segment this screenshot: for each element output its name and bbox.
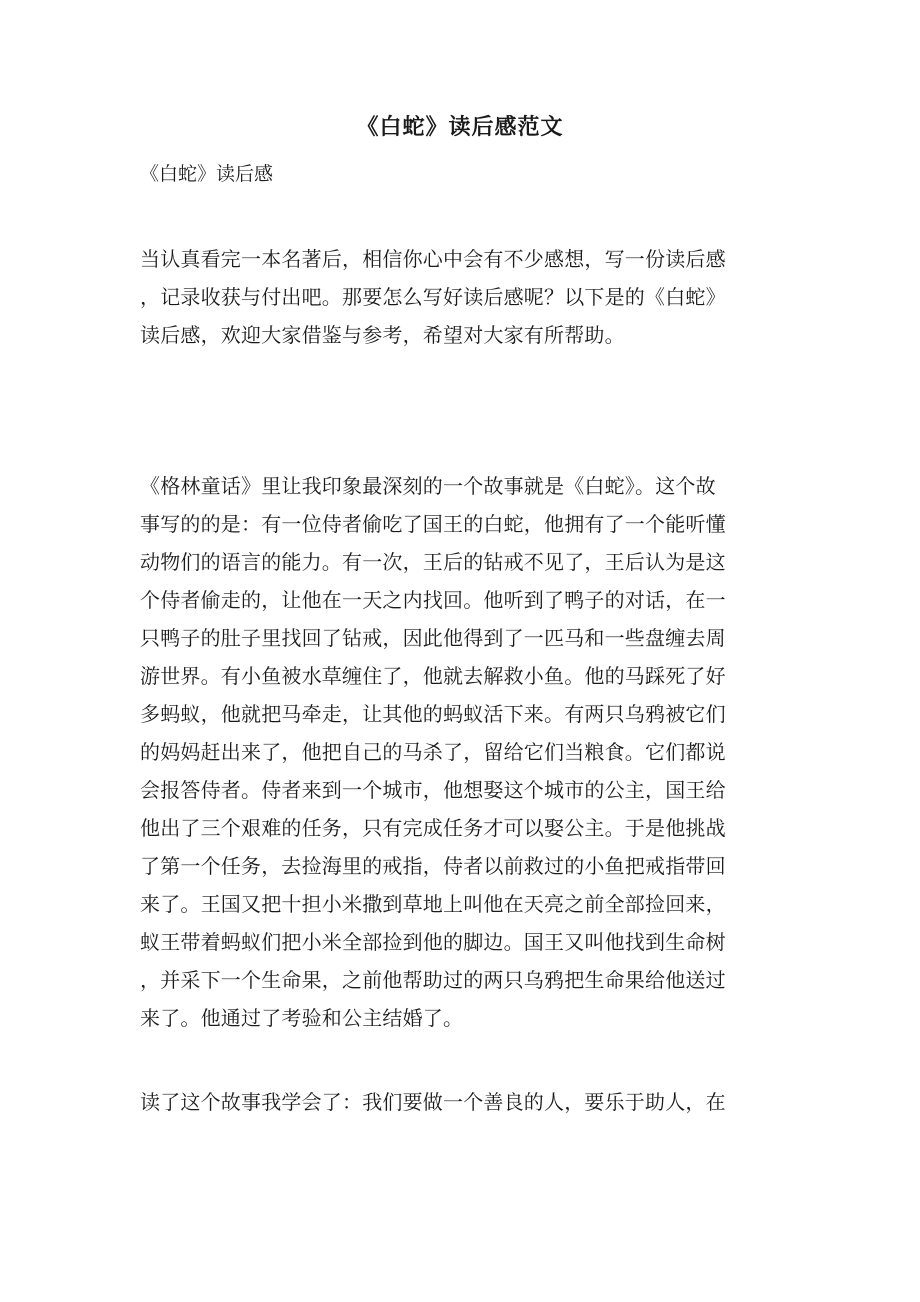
text-line: 读后感，欢迎大家借鉴与参考，希望对大家有所帮助。 bbox=[140, 323, 625, 347]
text-line: 蚁王带着蚂蚁们把小米全部捡到他的脚边。国王又叫他找到生命树 bbox=[140, 930, 726, 954]
text-line: 事写的的是：有一位侍者偷吃了国王的白蛇，他拥有了一个能听懂 bbox=[140, 512, 726, 536]
text-line: 读了这个故事我学会了：我们要做一个善良的人，要乐于助人，在 bbox=[140, 1090, 726, 1114]
text-line: 多蚂蚁，他就把马牵走，让其他的蚂蚁活下来。有两只乌鸦被它们 bbox=[140, 702, 726, 726]
text-line: 了第一个任务，去捡海里的戒指，侍者以前救过的小鱼把戒指带回 bbox=[140, 854, 726, 878]
text-line: 当认真看完一本名著后，相信你心中会有不少感想，写一份读后感 bbox=[140, 247, 726, 271]
text-line: 的妈妈赶出来了，他把自己的马杀了，留给它们当粮食。它们都说 bbox=[140, 740, 726, 764]
intro-paragraph bbox=[140, 240, 780, 354]
text-line: 个侍者偷走的，让他在一天之内找回。他听到了鸭子的对话，在一 bbox=[140, 588, 726, 612]
text-line: 他出了三个艰难的任务，只有完成任务才可以娶公主。于是他挑战 bbox=[140, 816, 726, 840]
text-line: 会报答侍者。侍者来到一个城市，他想娶这个城市的公主，国王给 bbox=[140, 778, 726, 802]
document-title: 《白蛇》读后感范文 bbox=[356, 115, 564, 140]
story-summary-paragraph bbox=[140, 467, 780, 1037]
text-line: 《格林童话》里让我印象最深刻的一个故事就是《白蛇》。这个故 bbox=[140, 474, 716, 498]
text-line: ，并采下一个生命果，之前他帮助过的两只乌鸦把生命果给他送过 bbox=[140, 968, 726, 992]
document-subtitle: 《白蛇》读后感 bbox=[140, 163, 274, 185]
text-line: ，记录收获与付出吧。那要怎么写好读后感呢？以下是的《白蛇》 bbox=[140, 285, 726, 309]
text-line: 游世界。有小鱼被水草缠住了，他就去解救小鱼。他的马踩死了好 bbox=[140, 664, 726, 688]
text-line: 动物们的语言的能力。有一次，王后的钻戒不见了，王后认为是这 bbox=[140, 550, 726, 574]
reflection-paragraph bbox=[140, 1083, 780, 1121]
text-line: 来了。王国又把十担小米撒到草地上叫他在天亮之前全部捡回来， bbox=[140, 892, 726, 916]
text-line: 来了。他通过了考验和公主结婚了。 bbox=[140, 1006, 464, 1030]
text-line: 只鸭子的肚子里找回了钻戒，因此他得到了一匹马和一些盘缠去周 bbox=[140, 626, 726, 650]
